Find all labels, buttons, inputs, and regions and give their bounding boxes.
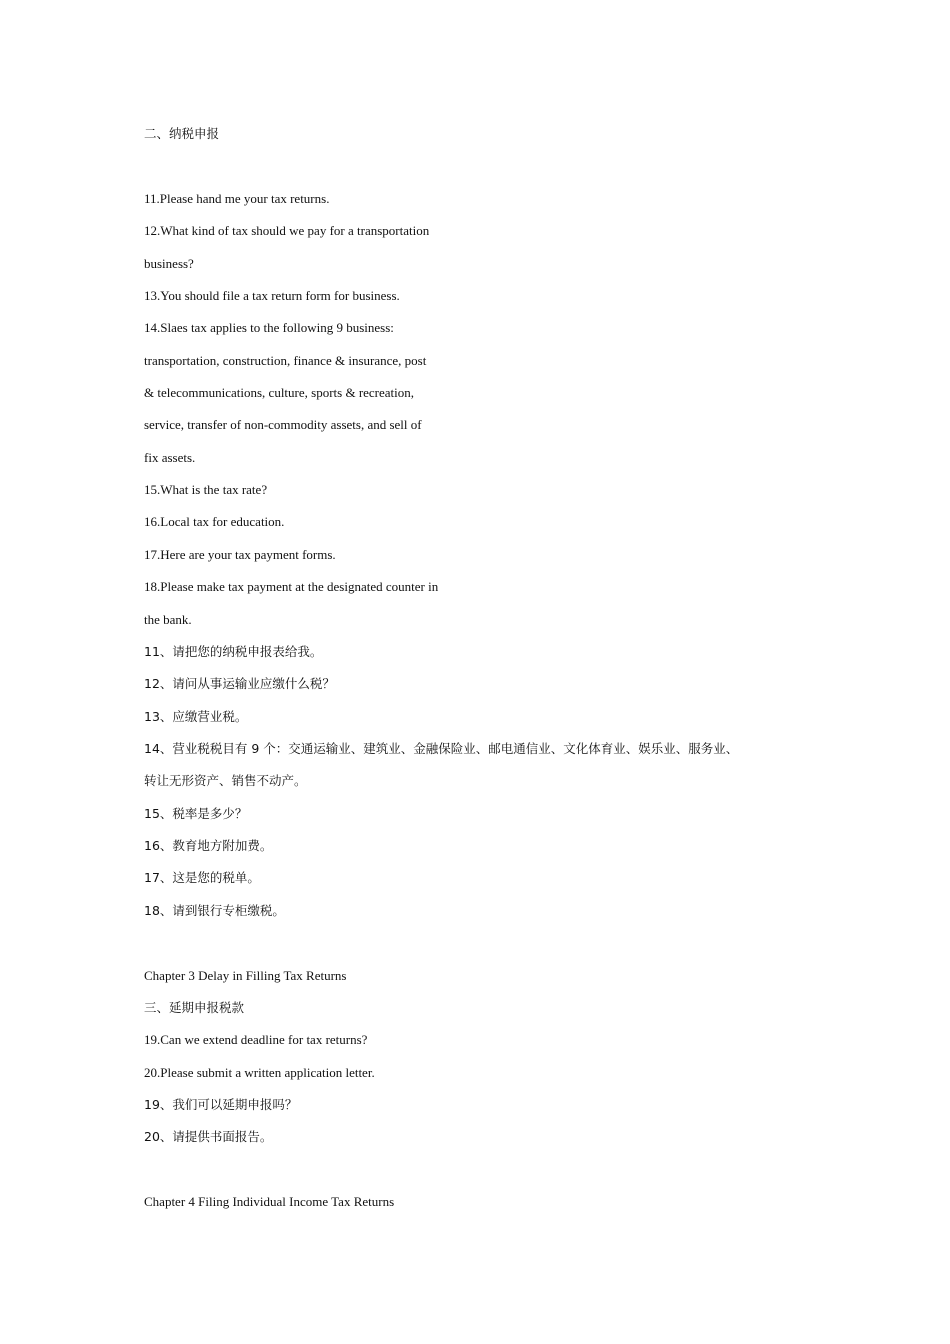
sentence-zh: 16、教育地方附加费。 <box>144 838 273 853</box>
sentence-en: 20.Please submit a written application letter. <box>144 1065 375 1080</box>
sentence-zh: 17、这是您的税单。 <box>144 870 260 885</box>
section-heading: 二、纳税申报 <box>144 126 220 141</box>
sentence-en: 18.Please make tax payment at the designated counter in <box>144 579 439 594</box>
sentence-en: the bank. <box>144 612 192 627</box>
sentence-zh: 14、营业税税目有 9 个：交通运输业、建筑业、金融保险业、邮电通信业、文化体育业、娱乐业、服务业、 <box>144 741 739 756</box>
sentence-en: business? <box>144 256 194 271</box>
section-heading: 三、延期申报税款 <box>144 1000 245 1015</box>
sentence-en: fix assets. <box>144 450 196 465</box>
sentence-en: 17.Here are your tax payment forms. <box>144 547 336 562</box>
sentence-zh: 19、我们可以延期申报吗？ <box>144 1097 298 1112</box>
sentence-en: 13.You should file a tax return form for business. <box>144 288 400 303</box>
sentence-en: service, transfer of non-commodity assets, and sell of <box>144 417 422 432</box>
sentence-en: 15.What is the tax rate? <box>144 482 268 497</box>
sentence-en: 14.Slaes tax applies to the following 9 business: <box>144 320 394 335</box>
sentence-en: 16.Local tax for education. <box>144 514 285 529</box>
sentence-zh: 转让无形资产、销售不动产。 <box>144 773 307 788</box>
sentence-zh: 11、请把您的纳税申报表给我。 <box>144 644 323 659</box>
sentence-en: transportation, construction, finance & insurance, post <box>144 353 427 368</box>
sentence-en: & telecommunications, culture, sports & recreation, <box>144 385 415 400</box>
sentence-zh: 12、请问从事运输业应缴什么税？ <box>144 676 335 691</box>
sentence-en: 19.Can we extend deadline for tax returns? <box>144 1032 368 1047</box>
sentence-zh: 20、请提供书面报告。 <box>144 1129 273 1144</box>
sentence-en: 11.Please hand me your tax returns. <box>144 191 330 206</box>
sentence-zh: 13、应缴营业税。 <box>144 709 248 724</box>
chapter-heading: Chapter 3 Delay in Filling Tax Returns <box>144 968 347 983</box>
sentence-zh: 18、请到银行专柜缴税。 <box>144 903 285 918</box>
sentence-zh: 15、税率是多少？ <box>144 806 248 821</box>
sentence-en: 12.What kind of tax should we pay for a transportation <box>144 223 430 238</box>
chapter-heading: Chapter 4 Filing Individual Income Tax Returns <box>144 1194 395 1209</box>
